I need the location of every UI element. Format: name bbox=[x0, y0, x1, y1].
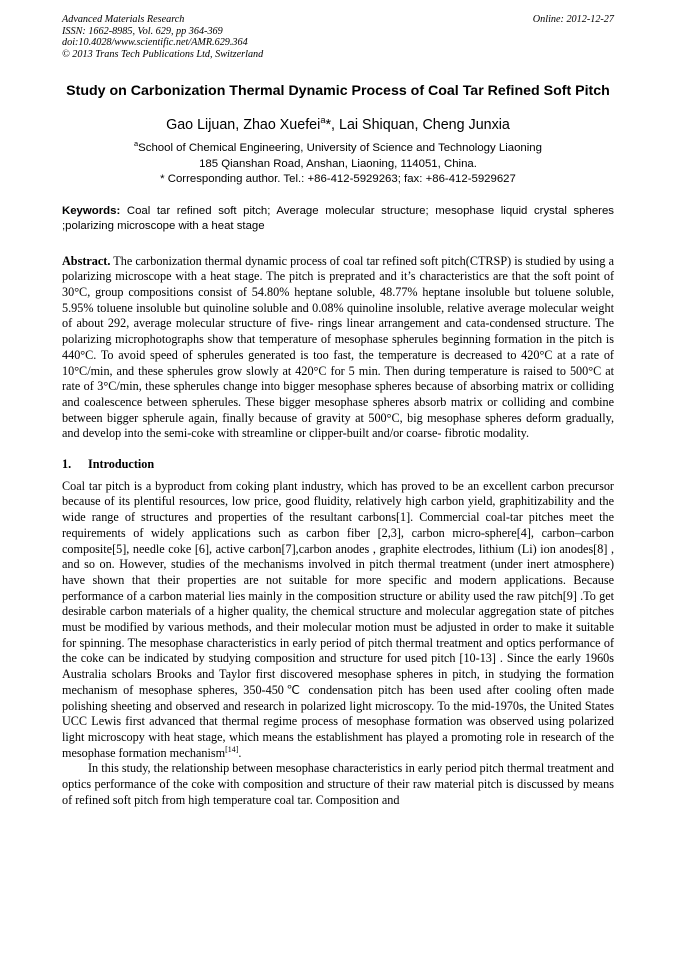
copyright-line: © 2013 Trans Tech Publications Ltd, Switzerland bbox=[62, 48, 264, 60]
intro-p1-end: . bbox=[238, 745, 242, 760]
section-number: 1. bbox=[62, 457, 72, 472]
author-list bbox=[62, 116, 614, 134]
authors-part1: Gao Lijuan, Zhao Xuefei bbox=[166, 117, 321, 134]
doi-line: doi:10.4028/www.scientific.net/AMR.629.364 bbox=[62, 37, 248, 49]
intro-paragraph-1 bbox=[62, 479, 614, 762]
journal-header bbox=[62, 14, 614, 60]
intro-p1-citation: [14] bbox=[225, 744, 239, 754]
keywords-label: Keywords: bbox=[62, 204, 121, 217]
affiliation bbox=[62, 141, 614, 187]
journal-name: Advanced Materials Research bbox=[62, 14, 185, 25]
online-date: Online: 2012-12-27 bbox=[532, 14, 614, 25]
intro-paragraph-2: In this study, the relationship between mesophase characteristics in early period pitch thermal treatment and optics performance of the coke with composition and structure of their raw material pitch is discussed by means of refined soft pitch from high temperature coal tar. Composition and bbox=[62, 761, 614, 807]
corresponding-author: * Corresponding author. Tel.: +86-412-5929263; fax: +86-412-5929627 bbox=[160, 172, 516, 185]
affiliation-line-2: 185 Qianshan Road, Anshan, Liaoning, 114051, China. bbox=[199, 157, 477, 170]
keywords bbox=[62, 204, 614, 234]
issn-line: ISSN: 1662-8985, Vol. 629, pp 364-369 bbox=[62, 25, 223, 37]
authors-part2: *, Lai Shiquan, Cheng Junxia bbox=[325, 117, 510, 134]
section-heading-introduction bbox=[62, 457, 614, 473]
abstract bbox=[62, 254, 614, 442]
keywords-text: Coal tar refined soft pitch; Average molecular structure; mesophase liquid crystal spheres ;polarizing microscope with a heat stage bbox=[62, 204, 614, 232]
paper-page bbox=[62, 14, 614, 808]
authors-affil-mark: a bbox=[320, 115, 326, 126]
affiliation-line-1 bbox=[62, 141, 614, 156]
abstract-label: Abstract. bbox=[62, 253, 111, 268]
abstract-text: The carbonization thermal dynamic process of coal tar refined soft pitch(CTRSP) is studied by using a polarizing microscope with a heat stage. The pitch is preprated and it’s characteristics are that the soft point of 30°C, group compositions consist of 54.80% heptane soluble, 48.77% heptane insoluble but toluene soluble, 5.95% toluene insoluble but quinoline soluble and 0.08% quinoline insoluble, relative average molecular weight of about 292, average molecular structure of five- rings linear arrangement and cata-condensed structure. The polarizing microphotographs show that temperature of mesophase spherules beginning formation in the pitch is 440°C. To avoid speed of spherules generated is too fast, the temperature is decreased to 420°C at a rate of 10°C/min, and these spherules grow slowly at 420°C for 5 min. Then during temperature is raised to 500°C at rate of 3°C/min, these spherules change into bigger mesophase spheres because of absorbing matrix or colliding and coalescence between spherules. These bigger mesophase spheres absorb matrix or colliding and combine between bigger spherule again, finally because of gravity at 500°C, big mesophase spheres deform gradually, and develop into the semi-coke with streamline or clipper-built and/or coarse- fibrotic modality. bbox=[62, 253, 614, 441]
section-title: Introduction bbox=[88, 457, 155, 472]
intro-p1-text: Coal tar pitch is a byproduct from coking plant industry, which has proved to be an excellent carbon precursor because of its plentiful resources, low price, good fluidity, relatively high carbon yield, graphitizability and the wide range of structures and properties of the resultant carbons[1]. Commercial coal-tar pitches meet the requirements of widely applications such as carbon fiber [2,3], carbon micro-sphere[4], carbon–carbon composite[5], needle coke [6], active carbon[7],carbon anodes , graphite electrodes, lithium (Li) ion anodes[8] , and so on. However, studies of the mechanisms involved in pitch thermal treatment (under inert atmosphere) have shown that their properties are not suitable for more specific and modern applications. Because performance of a carbon material lies mainly in the composition structure or ability used the raw pitch[9] .To get desirable carbon materials of a higher quality, the chemical structure and molecular aggregation state of pitches must be modified by various methods, and their molecular motion must be adjusted in order to make it suitable for spinning. The mesophase characteristics in early period of pitch thermal treatment and optics performance of the coke can be indicated by studying composition and structure for used pitch [10-13] . Since the early 1960s Australia scholars Brooks and Taylor first discovered mesophase spheres in pitch, in studying the formation mechanism of mesophase spheres, 350-450℃ condensation pitch has been used after cooling often made polishing sheeting and observed and research in polarized light microscopy. To the mid-1970s, the United States UCC Lewis first advanced that thermal regime process of mesophase formation was observed using polarized light microscopy with heat stage, which means the establishment has played a promoting role in research of the mesophase formation mechanism bbox=[62, 478, 614, 760]
paper-title: Study on Carbonization Thermal Dynamic Process of Coal Tar Refined Soft Pitch bbox=[66, 83, 610, 100]
affiliation-mark: a bbox=[134, 139, 139, 149]
affiliation-institution: School of Chemical Engineering, University of Science and Technology Liaoning bbox=[138, 142, 542, 155]
